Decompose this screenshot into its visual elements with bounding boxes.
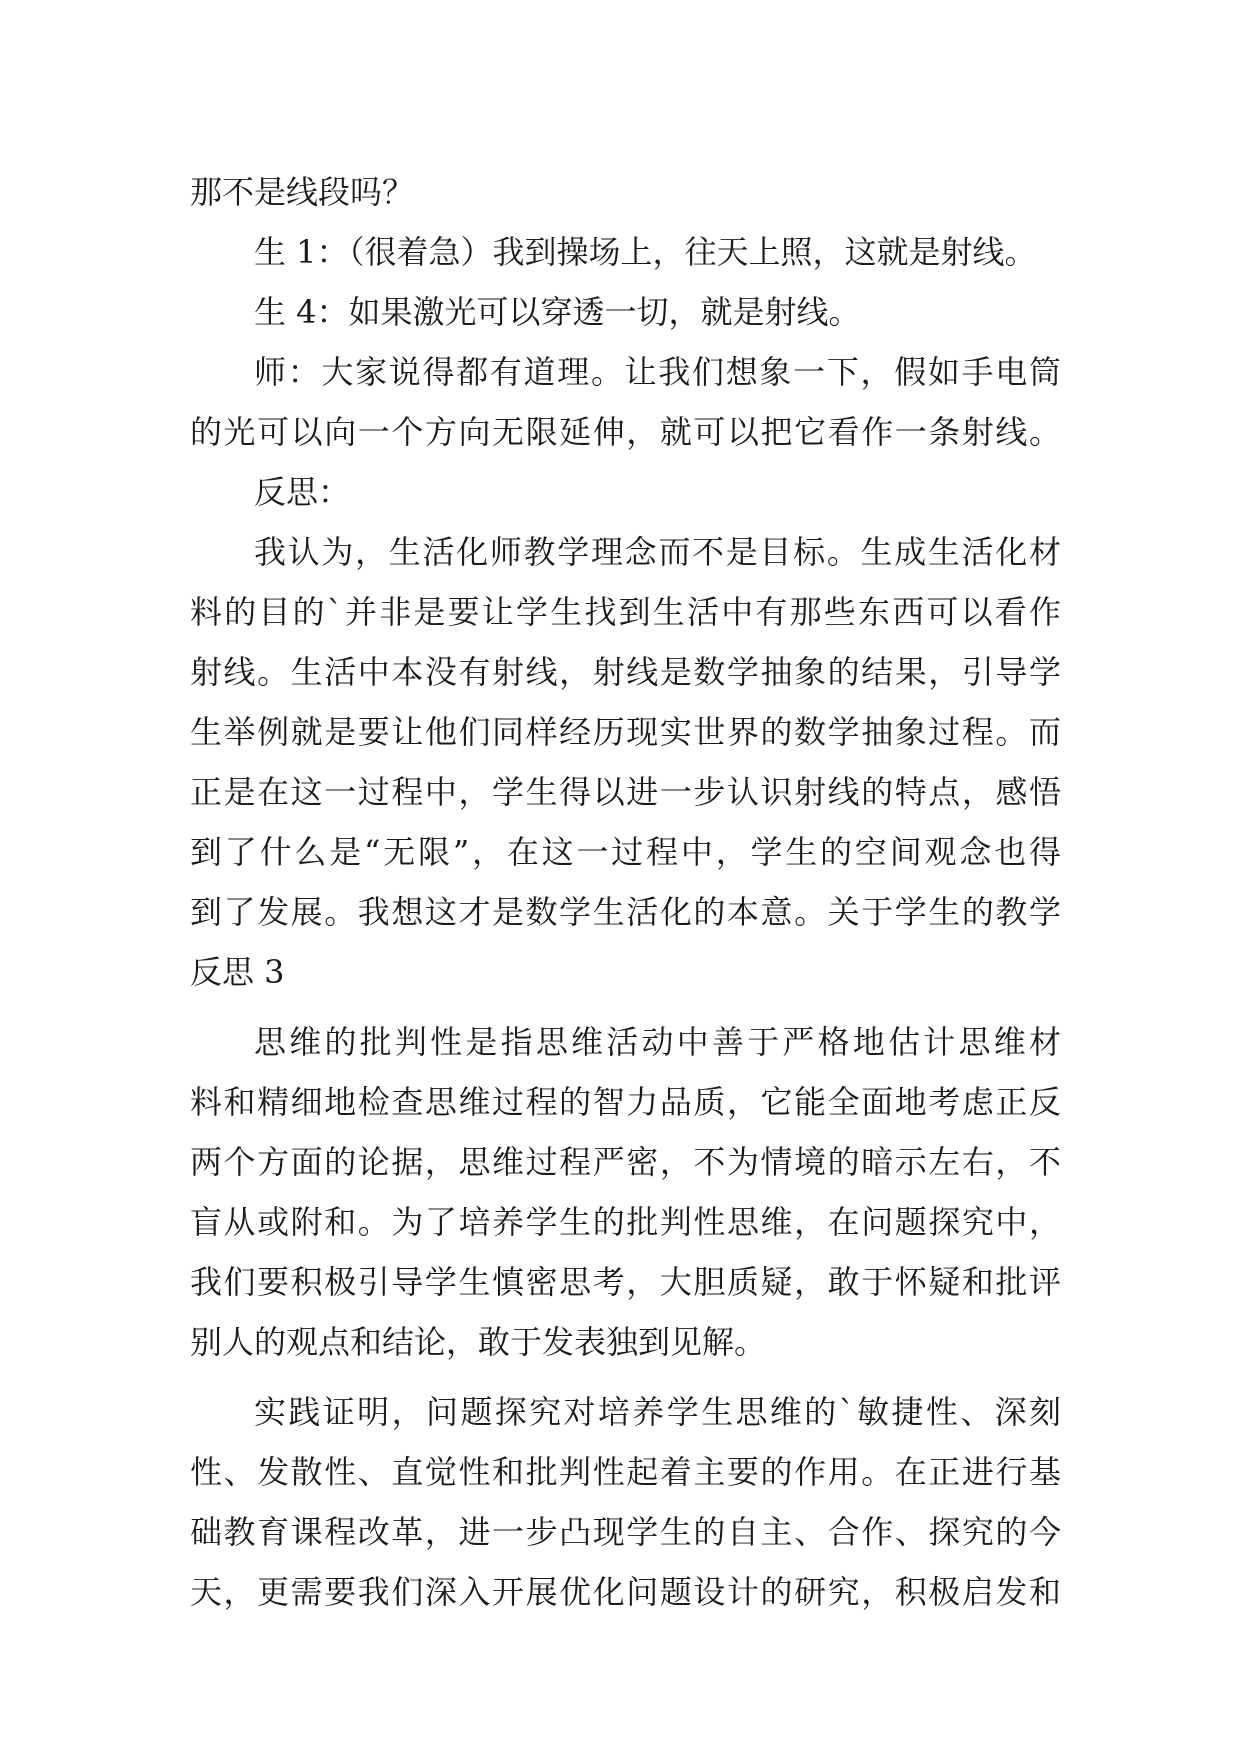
text-line: 思维的批判性是指思维活动中善于严格地估计思维材 bbox=[254, 1023, 1061, 1061]
text-line: 生 1：（很着急）我到操场上，往天上照，这就是射线。 bbox=[254, 233, 1037, 271]
text-line: 生 4：如果激光可以穿透一切，就是射线。 bbox=[254, 293, 861, 331]
text-line: 两个方面的论据，思维过程严密，不为情境的暗示左右，不 bbox=[190, 1143, 1061, 1181]
text-line: 的光可以向一个方向无限延伸，就可以把它看作一条射线。 bbox=[190, 413, 1061, 451]
text-line: 料的目的`并非是要让学生找到生活中有那些东西可以看作 bbox=[190, 593, 1061, 631]
text-line: 师：大家说得都有道理。让我们想象一下，假如手电筒 bbox=[254, 353, 1061, 391]
text-line: 础教育课程改革，进一步凸现学生的自主、合作、探究的今 bbox=[190, 1513, 1061, 1551]
text-line: 性、发散性、直觉性和批判性起着主要的作用。在正进行基 bbox=[190, 1453, 1061, 1491]
text-line: 正是在这一过程中，学生得以进一步认识射线的特点，感悟 bbox=[190, 773, 1061, 811]
text-line: 实践证明，问题探究对培养学生思维的`敏捷性、深刻 bbox=[254, 1393, 1061, 1431]
text-line: 天，更需要我们深入开展优化问题设计的研究，积极启发和 bbox=[190, 1573, 1061, 1611]
text-line: 反思： bbox=[254, 473, 351, 511]
text-line: 到了发展。我想这才是数学生活化的本意。关于学生的教学 bbox=[190, 893, 1061, 931]
text-line: 反思 3 bbox=[190, 953, 285, 991]
text-line: 盲从或附和。为了培养学生的批判性思维，在问题探究中， bbox=[190, 1203, 1061, 1241]
text-line: 我们要积极引导学生慎密思考，大胆质疑，敢于怀疑和批评 bbox=[190, 1263, 1061, 1301]
text-line: 料和精细地检查思维过程的智力品质，它能全面地考虑正反 bbox=[190, 1083, 1061, 1121]
text-line: 射线。生活中本没有射线，射线是数学抽象的结果，引导学 bbox=[190, 653, 1061, 691]
text-line: 别人的观点和结论，敢于发表独到见解。 bbox=[190, 1323, 767, 1361]
text-line: 生举例就是要让他们同样经历现实世界的数学抽象过程。而 bbox=[190, 713, 1061, 751]
text-line: 那不是线段吗？ bbox=[190, 173, 415, 211]
text-line: 到了什么是“无限”，在这一过程中，学生的空间观念也得 bbox=[190, 833, 1061, 871]
text-line: 我认为，生活化师教学理念而不是目标。生成生活化材 bbox=[254, 533, 1061, 571]
